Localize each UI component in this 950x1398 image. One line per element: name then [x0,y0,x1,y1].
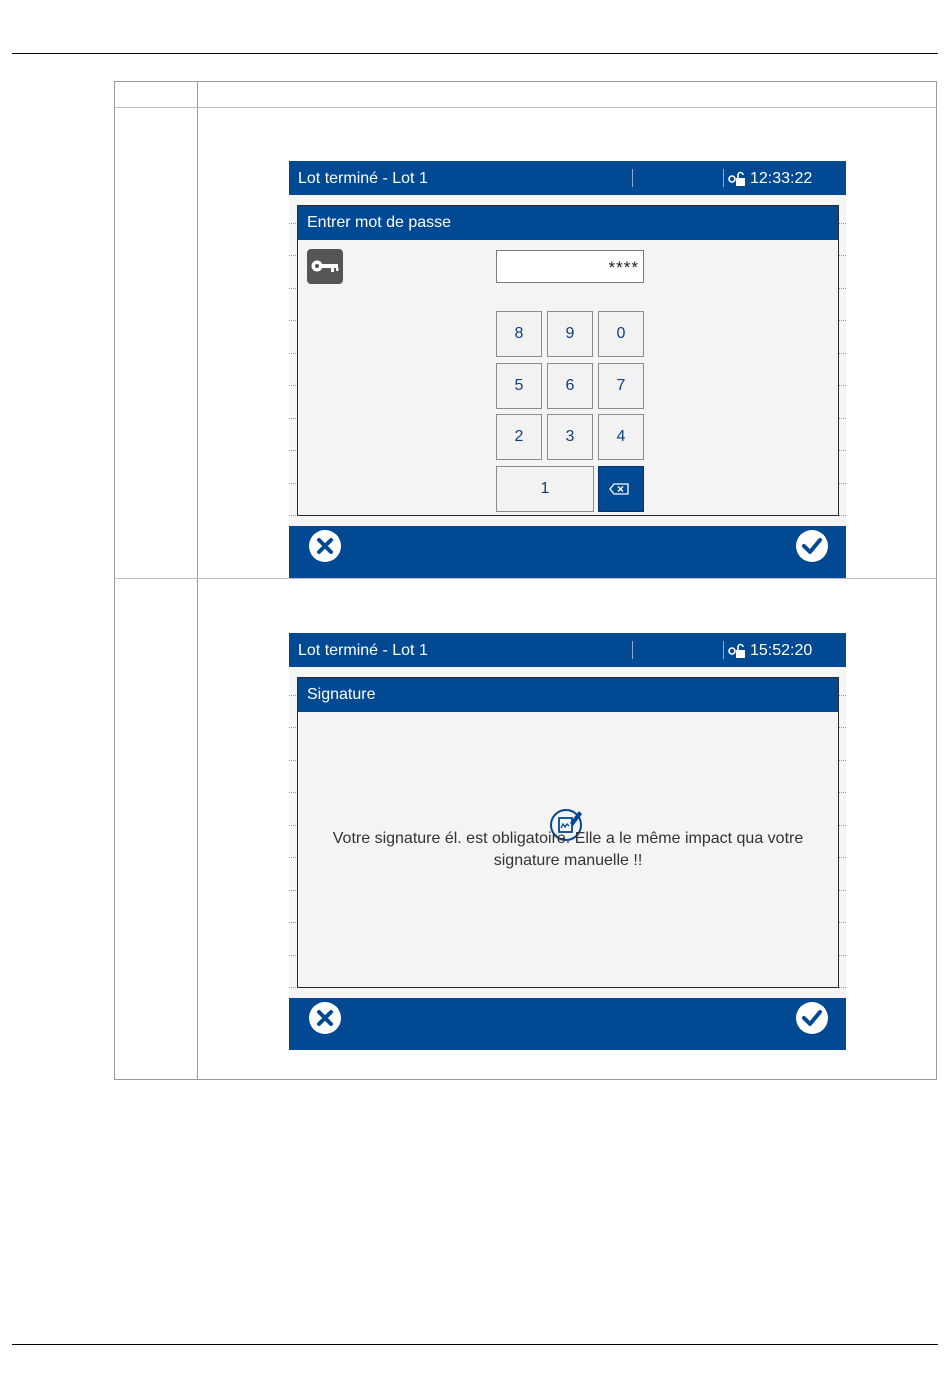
table-header-divider [114,107,937,108]
table-row-divider [114,578,937,579]
confirm-icon[interactable] [795,529,829,563]
clock: 15:52:20 [750,642,813,659]
keypad-key[interactable]: 1 [496,466,594,512]
signature-dialog [297,677,839,988]
password-input[interactable]: **** [496,250,644,283]
clock: 12:33:22 [750,170,813,187]
confirm-icon[interactable] [795,1001,829,1035]
keypad-key[interactable]: 4 [598,414,644,460]
lock-icon [728,642,746,660]
cancel-icon[interactable] [308,529,342,563]
keypad-key[interactable]: 9 [547,311,593,357]
table-column-divider [197,81,198,1080]
cancel-icon[interactable] [308,1001,342,1035]
keypad-key[interactable]: 3 [547,414,593,460]
status-bar [289,633,846,667]
keypad-key[interactable]: 5 [496,363,542,409]
action-bar [289,526,846,578]
keypad-key[interactable]: 8 [496,311,542,357]
signature-message: Votre signature él. est obligatoire. Elle a le même impact qua votre signature manuelle !! [332,830,804,869]
backspace-icon [599,467,643,511]
status-separator [632,641,633,659]
dialog-header [298,206,838,240]
key-icon [307,249,343,284]
status-separator [723,641,724,659]
device-screen-password [289,161,846,578]
status-separator [632,169,633,187]
status-title: Lot terminé - Lot 1 [298,170,428,187]
status-bar [289,161,846,195]
page-header-rule [12,53,938,54]
status-title: Lot terminé - Lot 1 [298,642,428,659]
device-screen-signature [289,633,846,1050]
keypad-key[interactable]: 7 [598,363,644,409]
status-separator [723,169,724,187]
action-bar [289,998,846,1050]
keypad-key[interactable]: 2 [496,414,542,460]
lock-icon [728,170,746,188]
page-footer-rule [12,1344,938,1345]
dialog-header [298,678,838,712]
dialog-title: Entrer mot de passe [307,214,452,231]
keypad-key[interactable]: 0 [598,311,644,357]
keypad-key[interactable]: 6 [547,363,593,409]
backspace-button[interactable] [598,466,644,512]
dialog-title: Signature [307,686,376,703]
password-dialog [297,205,839,516]
